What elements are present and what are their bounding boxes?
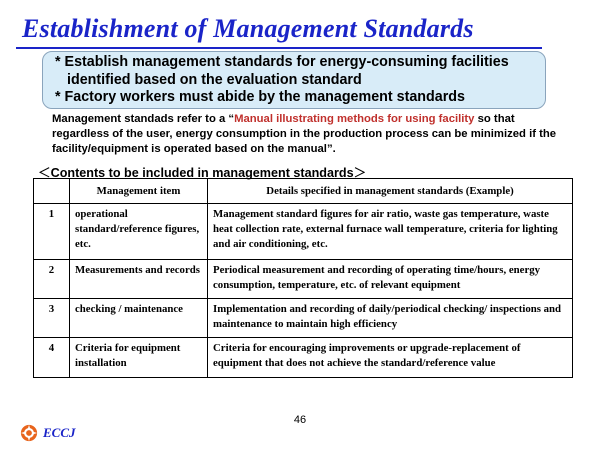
header-details: Details specified in management standards (Example) bbox=[208, 179, 573, 204]
row-item: Measurements and records bbox=[70, 259, 208, 298]
page-number: 46 bbox=[293, 414, 307, 426]
header-number bbox=[34, 179, 70, 204]
row-number: 3 bbox=[34, 298, 70, 337]
row-number: 1 bbox=[34, 204, 70, 260]
header-management-item: Management item bbox=[70, 179, 208, 204]
row-item: checking / maintenance bbox=[70, 298, 208, 337]
eccj-logo-icon bbox=[20, 424, 38, 442]
row-number: 2 bbox=[34, 259, 70, 298]
row-details: Criteria for encouraging improvements or upgrade-replacement of equipment that does not achieve the standard/reference value bbox=[208, 338, 573, 378]
table-row bbox=[34, 338, 573, 378]
callout-line-2: identified based on the evaluation standard bbox=[67, 71, 362, 88]
table-row bbox=[34, 259, 573, 298]
eccj-logo bbox=[20, 424, 76, 442]
row-details: Management standard figures for air ratio, waste gas temperature, waste heat collection rate, external furnace wall temperature, criteria for lighting and air conditioning, etc. bbox=[208, 204, 573, 260]
description-paragraph bbox=[52, 112, 572, 157]
row-item: Criteria for equipment installation bbox=[70, 338, 208, 378]
row-item: operational standard/reference figures, etc. bbox=[70, 204, 208, 260]
row-number: 4 bbox=[34, 338, 70, 378]
callout-line-1: * Establish management standards for energy-consuming facilities bbox=[55, 54, 509, 70]
row-details: Implementation and recording of daily/periodical checking/ inspections and maintenance to maintain high efficiency bbox=[208, 298, 573, 337]
row-details: Periodical measurement and recording of operating time/hours, energy consumption, temperature, etc. of relevant equipment bbox=[208, 259, 573, 298]
table-row bbox=[34, 298, 573, 337]
description-text-before: Management standads refer to a “ bbox=[52, 113, 235, 125]
management-standards-table bbox=[33, 178, 573, 378]
description-highlight: Manual illustrating methods for using facility bbox=[234, 113, 475, 125]
callout-line-3: * Factory workers must abide by the management standards bbox=[55, 89, 465, 105]
table-row bbox=[34, 204, 573, 260]
description-text-after: so that regardless of the user, energy consumption in the production process can be minimized if the facility/equipment is operated based on the manual”. bbox=[52, 113, 557, 155]
contents-heading: ＜Contents to be included in management standards＞ bbox=[38, 166, 367, 180]
title-underline bbox=[16, 47, 542, 49]
logo-text: ECCJ bbox=[43, 425, 76, 440]
page-title: Establishment of Management Standards bbox=[22, 14, 474, 43]
table-header-row bbox=[34, 179, 573, 204]
summary-callout bbox=[42, 51, 546, 109]
